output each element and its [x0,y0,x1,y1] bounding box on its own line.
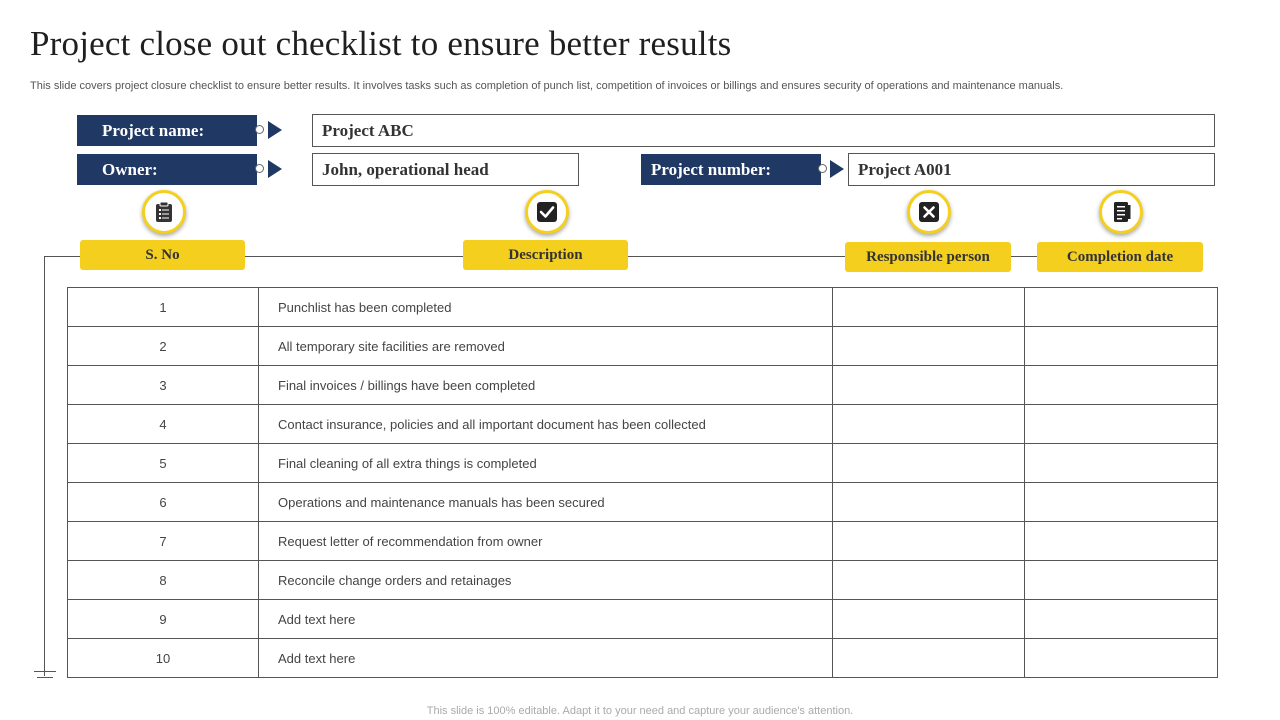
table-row [68,522,1218,561]
description-cell: Punchlist has been completed [259,288,833,327]
project-name-label: Project name: [77,115,257,146]
arrow-right-icon [268,160,282,178]
bracket-foot-line [34,671,56,672]
completion-date-cell[interactable] [1025,561,1218,600]
completion-date-cell[interactable] [1025,522,1218,561]
completion-date-cell[interactable] [1025,444,1218,483]
project-number-field[interactable]: Project A001 [848,153,1215,186]
sno-cell: 5 [68,444,259,483]
table-row [68,600,1218,639]
responsible-person-cell[interactable] [833,327,1025,366]
connector-line [1011,256,1037,257]
checklist-table [67,287,1218,678]
table-row [68,288,1218,327]
responsible-person-cell[interactable] [833,288,1025,327]
sno-cell: 6 [68,483,259,522]
completion-date-cell[interactable] [1025,405,1218,444]
arrow-right-icon [268,121,282,139]
responsible-person-cell[interactable] [833,366,1025,405]
responsible-person-cell[interactable] [833,561,1025,600]
responsible-person-cell[interactable] [833,639,1025,678]
owner-label: Owner: [77,154,257,185]
table-row [68,561,1218,600]
sno-cell: 10 [68,639,259,678]
connector-line [44,256,80,257]
sno-cell: 8 [68,561,259,600]
document-list-icon [1099,190,1143,234]
description-cell: Final cleaning of all extra things is completed [259,444,833,483]
column-header-sno: S. No [80,240,245,270]
completion-date-cell[interactable] [1025,639,1218,678]
responsible-person-cell[interactable] [833,600,1025,639]
responsible-person-cell[interactable] [833,444,1025,483]
column-header-responsible-person: Responsible person [845,242,1011,272]
footer-note: This slide is 100% editable. Adapt it to your need and capture your audience's attention. [426,705,854,717]
description-cell: Contact insurance, policies and all important document has been collected [259,405,833,444]
description-cell: Add text here [259,600,833,639]
responsible-person-cell[interactable] [833,522,1025,561]
connector-dot [818,164,827,173]
page-subtitle: This slide covers project closure checklist to ensure better results. It involves tasks such as completion of punch list, competition of invoices or billings and ensures security of operations and maintenance manuals. [30,80,1064,92]
bracket-foot-line [37,677,53,678]
completion-date-cell[interactable] [1025,600,1218,639]
responsible-person-cell[interactable] [833,483,1025,522]
description-cell: Reconcile change orders and retainages [259,561,833,600]
connector-line [628,256,845,257]
description-cell: Add text here [259,639,833,678]
table-row [68,366,1218,405]
table-row [68,444,1218,483]
description-cell: All temporary site facilities are removed [259,327,833,366]
checkbox-icon [525,190,569,234]
arrow-right-icon [830,160,844,178]
project-name-field[interactable]: Project ABC [312,114,1215,147]
connector-dot [255,164,264,173]
left-bracket-line [44,256,45,676]
connector-line [245,256,463,257]
sno-cell: 4 [68,405,259,444]
column-header-completion-date: Completion date [1037,242,1203,272]
project-number-label: Project number: [641,154,821,185]
description-cell: Request letter of recommendation from owner [259,522,833,561]
table-row [68,327,1218,366]
sno-cell: 7 [68,522,259,561]
completion-date-cell[interactable] [1025,327,1218,366]
sno-cell: 1 [68,288,259,327]
table-row [68,639,1218,678]
x-square-icon [907,190,951,234]
responsible-person-cell[interactable] [833,405,1025,444]
completion-date-cell[interactable] [1025,366,1218,405]
completion-date-cell[interactable] [1025,288,1218,327]
sno-cell: 9 [68,600,259,639]
connector-dot [255,125,264,134]
column-header-description: Description [463,240,628,270]
sno-cell: 3 [68,366,259,405]
table-row [68,483,1218,522]
table-row [68,405,1218,444]
clipboard-icon [142,190,186,234]
description-cell: Operations and maintenance manuals has been secured [259,483,833,522]
description-cell: Final invoices / billings have been completed [259,366,833,405]
sno-cell: 2 [68,327,259,366]
owner-field[interactable]: John, operational head [312,153,579,186]
page-title: Project close out checklist to ensure better results [30,24,732,63]
completion-date-cell[interactable] [1025,483,1218,522]
